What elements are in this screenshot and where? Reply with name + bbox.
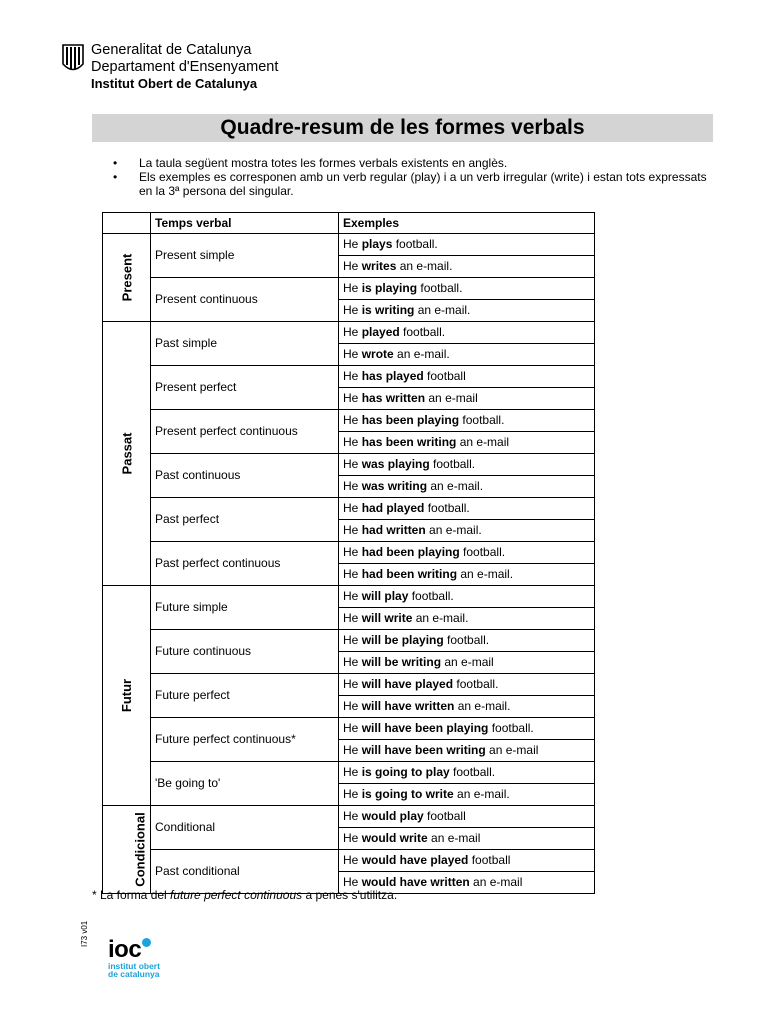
example-subject: He [343, 457, 362, 471]
example-cell [339, 850, 595, 872]
header-institute: Institut Obert de Catalunya [91, 76, 258, 91]
group-header [103, 213, 151, 234]
example-object: an e-mail. [453, 787, 510, 801]
tense-name: Present perfect [151, 366, 339, 410]
bullet-item [113, 156, 713, 170]
example-cell [339, 520, 595, 542]
example-verb: is going to write [361, 787, 454, 801]
example-object: an e-mail. [425, 523, 482, 537]
example-object: football. [399, 325, 446, 339]
example-cell [339, 256, 595, 278]
example-subject: He [343, 369, 362, 383]
example-verb: will have been playing [361, 721, 489, 735]
table-row [103, 762, 595, 784]
example-subject: He [343, 237, 362, 251]
example-subject: He [343, 787, 362, 801]
example-cell [339, 366, 595, 388]
logo-subtitle-2: de catalunya [108, 969, 160, 979]
tense-name: Past continuous [151, 454, 339, 498]
example-object: an e-mail. [454, 699, 511, 713]
example-object: an e-mail [427, 831, 481, 845]
bullet-text: La taula següent mostra totes les formes verbals existents en anglès. [139, 156, 508, 170]
group-label: Condicional [132, 811, 148, 887]
example-cell [339, 718, 595, 740]
example-subject: He [343, 677, 362, 691]
footnote-prefix: * La forma del [92, 888, 171, 902]
table-row [103, 806, 595, 828]
example-verb: has been writing [361, 435, 457, 449]
example-verb: has played [361, 369, 424, 383]
example-subject: He [343, 743, 362, 757]
example-verb: is going to play [361, 765, 450, 779]
example-subject: He [343, 875, 362, 889]
example-subject: He [343, 699, 362, 713]
example-object: an e-mail. [393, 347, 450, 361]
example-object: football. [417, 281, 463, 295]
table-row [103, 586, 595, 608]
tense-name: Past perfect continuous [151, 542, 339, 586]
example-cell [339, 498, 595, 520]
tense-name: Past perfect [151, 498, 339, 542]
example-object: football. [392, 237, 438, 251]
tense-name: Present continuous [151, 278, 339, 322]
example-subject: He [343, 501, 362, 515]
example-subject: He [343, 479, 362, 493]
example-subject: He [343, 391, 362, 405]
example-object: an e-mail. [427, 479, 484, 493]
example-verb: would have played [361, 853, 469, 867]
example-subject: He [343, 259, 362, 273]
table-row [103, 630, 595, 652]
example-object: football [468, 853, 511, 867]
example-cell [339, 300, 595, 322]
tense-name: Past conditional [151, 850, 339, 894]
example-verb: will have been writing [361, 743, 486, 757]
example-object: an e-mail. [396, 259, 453, 273]
example-verb: had been writing [361, 567, 458, 581]
example-object: football. [424, 501, 470, 515]
example-subject: He [343, 325, 362, 339]
document-version: I73 v01 [80, 920, 89, 947]
table-row [103, 322, 595, 344]
example-subject: He [343, 721, 362, 735]
example-object: football. [443, 633, 490, 647]
example-object: an e-mail. [457, 567, 514, 581]
example-subject: He [343, 567, 362, 581]
example-cell [339, 630, 595, 652]
example-subject: He [343, 853, 362, 867]
logo-subtitle-1: institut obert [108, 961, 160, 971]
example-cell [339, 322, 595, 344]
ioc-logo [108, 938, 160, 978]
table-row [103, 850, 595, 872]
example-verb: plays [361, 237, 393, 251]
tense-name: Future perfect [151, 674, 339, 718]
tense-header: Temps verbal [151, 213, 339, 234]
tense-name: Future simple [151, 586, 339, 630]
example-cell [339, 476, 595, 498]
table-row [103, 366, 595, 388]
example-cell [339, 410, 595, 432]
example-verb: played [361, 325, 400, 339]
example-cell [339, 740, 595, 762]
logo-word: ioc [108, 936, 142, 963]
example-cell [339, 542, 595, 564]
example-cell [339, 828, 595, 850]
example-verb: will have written [361, 699, 455, 713]
example-verb: had played [361, 501, 425, 515]
example-verb: is playing [361, 281, 418, 295]
table-body [103, 234, 595, 894]
verb-forms-table [102, 212, 595, 894]
example-object: an e-mail. [412, 611, 469, 625]
example-verb: had been playing [361, 545, 460, 559]
example-verb: will be playing [361, 633, 444, 647]
example-cell [339, 784, 595, 806]
example-object: football [423, 369, 466, 383]
example-object: an e-mail. [414, 303, 471, 317]
example-verb: will play [361, 589, 409, 603]
example-cell [339, 762, 595, 784]
examples-header: Exemples [339, 213, 595, 234]
example-subject: He [343, 765, 362, 779]
example-cell [339, 696, 595, 718]
group-cell [103, 322, 151, 586]
group-label: Futur [119, 678, 134, 712]
header-department: Departament d'Ensenyament [91, 59, 279, 75]
intro-bullets [113, 156, 713, 198]
example-subject: He [343, 281, 362, 295]
example-cell [339, 278, 595, 300]
example-verb: was writing [361, 479, 428, 493]
example-object: an e-mail [469, 875, 523, 889]
example-object: football. [408, 589, 454, 603]
example-subject: He [343, 611, 362, 625]
group-cell [103, 586, 151, 806]
example-verb: would play [361, 809, 424, 823]
group-cell [103, 234, 151, 322]
example-cell [339, 234, 595, 256]
example-object: football [423, 809, 466, 823]
example-object: football. [453, 677, 499, 691]
example-object: an e-mail [456, 435, 510, 449]
tense-name: 'Be going to' [151, 762, 339, 806]
example-cell [339, 652, 595, 674]
example-verb: wrote [361, 347, 394, 361]
example-object: football. [449, 765, 496, 779]
table-row [103, 674, 595, 696]
example-object: football. [459, 413, 505, 427]
example-cell [339, 432, 595, 454]
example-cell [339, 674, 595, 696]
example-cell [339, 586, 595, 608]
example-verb: would have written [361, 875, 470, 889]
example-subject: He [343, 303, 362, 317]
example-cell [339, 454, 595, 476]
example-cell [339, 608, 595, 630]
example-subject: He [343, 413, 362, 427]
bullet-text: Els exemples es corresponen amb un verb regular (play) i a un verb irregular (write) i estan tots expressats en la 3ª persona del singular. [139, 170, 707, 198]
bullet-item [113, 170, 713, 198]
example-subject: He [343, 589, 362, 603]
table-row [103, 498, 595, 520]
bullet-symbol: • [113, 156, 118, 170]
example-verb: is writing [361, 303, 415, 317]
tense-name: Present simple [151, 234, 339, 278]
table-header-row [103, 213, 595, 234]
example-verb: will write [361, 611, 413, 625]
logo-dot-icon [142, 938, 151, 947]
example-verb: had written [361, 523, 426, 537]
example-subject: He [343, 633, 362, 647]
table-row [103, 410, 595, 432]
bullet-symbol: • [113, 170, 118, 184]
example-verb: will be writing [361, 655, 442, 669]
table-row [103, 234, 595, 256]
example-subject: He [343, 655, 362, 669]
example-cell [339, 344, 595, 366]
tense-name: Past simple [151, 322, 339, 366]
example-cell [339, 388, 595, 410]
group-cell [103, 806, 151, 894]
header-government: Generalitat de Catalunya [91, 42, 252, 58]
example-object: an e-mail [441, 655, 494, 669]
example-subject: He [343, 831, 362, 845]
example-cell [339, 806, 595, 828]
group-label: Present [119, 253, 135, 301]
page-title: Quadre-resum de les formes verbals [92, 114, 713, 142]
group-label: Passat [118, 432, 134, 474]
example-cell [339, 564, 595, 586]
footnote-suffix: a penes s'utilitza. [302, 888, 398, 902]
footnote-italic: future perfect continuous [170, 888, 303, 902]
example-object: football. [429, 457, 476, 471]
example-object: an e-mail [485, 743, 539, 757]
example-verb: would write [361, 831, 428, 845]
example-object: football. [459, 545, 506, 559]
tense-name: Present perfect continuous [151, 410, 339, 454]
example-subject: He [343, 347, 362, 361]
example-object: football. [488, 721, 534, 735]
tense-name: Future continuous [151, 630, 339, 674]
tense-name: Conditional [151, 806, 339, 850]
example-verb: was playing [361, 457, 430, 471]
table-row [103, 278, 595, 300]
example-subject: He [343, 435, 362, 449]
example-verb: has written [361, 391, 426, 405]
example-object: an e-mail [425, 391, 478, 405]
example-verb: has been playing [361, 413, 460, 427]
example-verb: writes [361, 259, 397, 273]
example-verb: will have played [361, 677, 454, 691]
footnote [92, 888, 397, 902]
generalitat-crest-icon [62, 44, 84, 74]
table-row [103, 542, 595, 564]
table-row [103, 454, 595, 476]
example-subject: He [343, 545, 362, 559]
table-row [103, 718, 595, 740]
example-subject: He [343, 523, 362, 537]
example-subject: He [343, 809, 362, 823]
tense-name: Future perfect continuous* [151, 718, 339, 762]
